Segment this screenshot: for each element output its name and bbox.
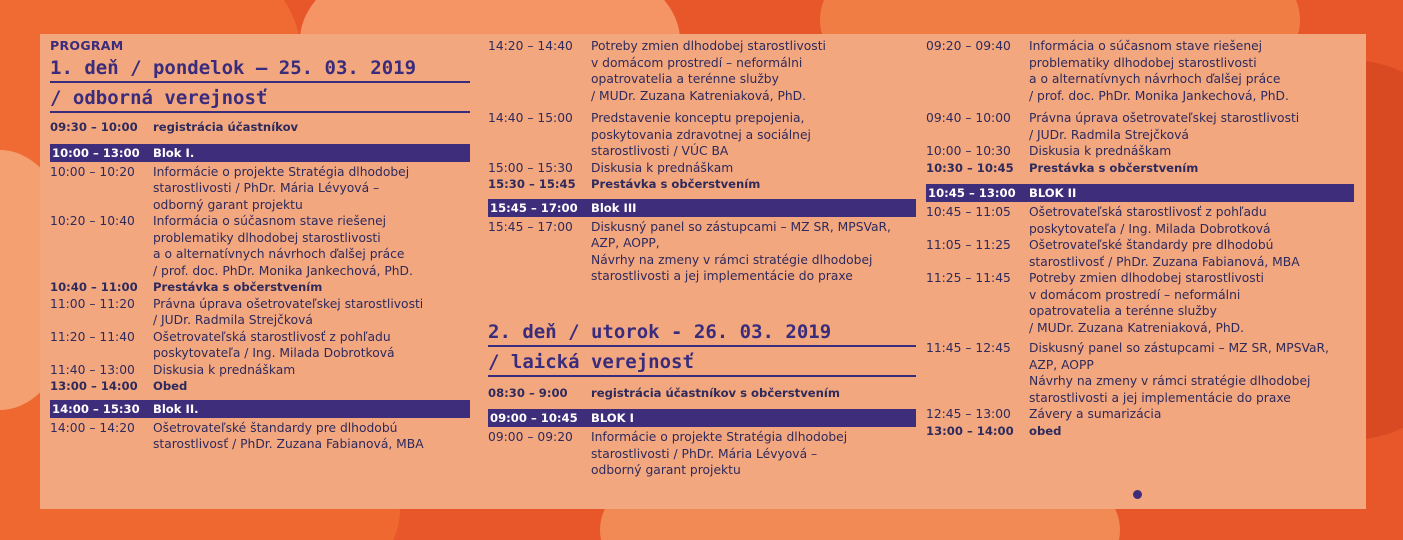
- column-2: [488, 38, 916, 479]
- schedule-row: [488, 38, 916, 104]
- schedule-row: [926, 270, 1354, 336]
- time: 11:45 – 12:45: [926, 341, 1011, 355]
- text: Diskusia k prednáškam: [591, 160, 734, 175]
- program-panel: [40, 34, 1366, 509]
- program-label: PROGRAM: [50, 38, 124, 53]
- title: Blok III: [591, 200, 637, 215]
- time: 11:05 – 11:25: [926, 238, 1011, 252]
- text: Závery a sumarizácia: [1029, 407, 1162, 421]
- schedule-row: [926, 423, 1354, 440]
- schedule-row: [50, 378, 470, 395]
- text: Ošetrovateľská starostlivosť z pohľadu poskytovateľa / Ing. Milada Dobrotková: [1029, 205, 1271, 236]
- day2-audience: / laická verejnosť: [488, 349, 916, 377]
- time: 10:45 – 13:00: [928, 186, 1016, 200]
- text: Diskusia k prednáškam: [153, 362, 296, 377]
- text: Prestávka s občerstvením: [153, 280, 323, 294]
- time: 15:30 – 15:45: [488, 177, 576, 191]
- time: 14:00 – 15:30: [52, 401, 140, 416]
- text: registrácia účastníkov: [153, 120, 299, 134]
- schedule-row: [50, 296, 470, 329]
- time: 14:20 – 14:40: [488, 39, 573, 53]
- text: Informácia o súčasnom stave riešenej problematiky dlhodobej starostlivosti a o alternatívnych návrhoch ďalšej práce / prof. doc. PhDr. Monika Jankechová, PhD.: [1029, 39, 1289, 103]
- time: 11:25 – 11:45: [926, 271, 1011, 285]
- time: 11:40 – 13:00: [50, 362, 135, 377]
- time: 09:00 – 10:45: [490, 411, 578, 425]
- schedule-row: [50, 420, 470, 453]
- time: 10:40 – 11:00: [50, 280, 138, 294]
- text: Informácie o projekte Stratégia dlhodobej starostlivosti / PhDr. Mária Lévyová – odborný garant projektu: [591, 430, 848, 477]
- time: 08:30 – 9:00: [488, 385, 568, 400]
- time: 11:00 – 11:20: [50, 296, 135, 311]
- time: 10:30 – 10:45: [926, 160, 1014, 175]
- schedule-row: [926, 204, 1354, 237]
- text: Informácia o súčasnom stave riešenej problematiky dlhodobej starostlivosti a o alternatívnych návrhoch ďalšej práce / prof. doc. PhDr. Monika Jankechová, PhD.: [153, 214, 413, 278]
- time: 11:20 – 11:40: [50, 329, 135, 344]
- day1-blok2-bar: [50, 400, 470, 418]
- day1-blok3-bar: [488, 199, 916, 217]
- text: registrácia účastníkov s občerstvením: [591, 385, 840, 400]
- time: 15:00 – 15:30: [488, 160, 573, 175]
- schedule-row: [926, 406, 1354, 423]
- text: Predstavenie konceptu prepojenia, poskytovania zdravotnej a sociálnej starostlivosti / VÚC BA: [591, 111, 811, 158]
- text: Potreby zmien dlhodobej starostlivosti v domácom prostredí – neformálni opatrovatelia a terénne služby / MUDr. Zuzana Katreniaková, PhD.: [1029, 271, 1264, 335]
- schedule-row: [50, 362, 470, 379]
- schedule-row: [488, 110, 916, 160]
- schedule-row: [488, 219, 916, 285]
- day2-blok2-bar: [926, 184, 1354, 202]
- time: 13:00 – 14:00: [50, 379, 138, 393]
- time: 10:20 – 10:40: [50, 214, 135, 228]
- time: 10:00 – 10:30: [926, 144, 1011, 158]
- time: 10:00 – 13:00: [52, 145, 140, 160]
- schedule-row: [926, 38, 1354, 104]
- text: Právna úprava ošetrovateľskej starostlivosti / JUDr. Radmila Strejčková: [1029, 111, 1300, 142]
- schedule-row: [50, 164, 470, 214]
- time: 10:00 – 10:20: [50, 164, 135, 179]
- time: 14:40 – 15:00: [488, 111, 573, 125]
- day1-blok1-bar: [50, 144, 470, 162]
- schedule-row: [926, 110, 1354, 143]
- time: 09:30 – 10:00: [50, 120, 138, 134]
- time: 15:45 – 17:00: [490, 200, 578, 215]
- time: 09:20 – 09:40: [926, 39, 1011, 53]
- text: Ošetrovateľské štandardy pre dlhodobú starostlivosť / PhDr. Zuzana Fabianová, MBA: [1029, 238, 1300, 269]
- day2-registration: [488, 385, 916, 402]
- time: 13:00 – 14:00: [926, 423, 1014, 438]
- text: Ošetrovateľská starostlivosť z pohľadu poskytovateľa / Ing. Milada Dobrotková: [153, 329, 395, 360]
- text: Právna úprava ošetrovateľskej starostlivosti / JUDr. Radmila Strejčková: [153, 296, 424, 327]
- time: 10:45 – 11:05: [926, 205, 1011, 219]
- text: Obed: [153, 379, 188, 393]
- text: obed: [1029, 423, 1062, 438]
- schedule-row: [50, 213, 470, 279]
- day2-heading: 2. deň / utorok - 26. 03. 2019: [488, 319, 916, 347]
- schedule-row: [50, 329, 470, 362]
- day1-registration: [50, 119, 470, 136]
- text: Prestávka s občerstvením: [1029, 160, 1199, 175]
- column-1: [50, 34, 470, 453]
- schedule-row: [50, 279, 470, 296]
- title: Blok II.: [153, 401, 199, 416]
- decorative-dot: [1133, 490, 1142, 499]
- day1-heading: 1. deň / pondelok – 25. 03. 2019: [50, 55, 470, 83]
- text: Diskusný panel so zástupcami – MZ SR, MPSVaR, AZP, AOPP Návrhy na zmeny v rámci stratégie dlhodobej starostlivosti a jej implementácie do praxe: [1029, 341, 1329, 405]
- schedule-row: [926, 160, 1354, 177]
- schedule-row: [488, 429, 916, 479]
- time: 09:40 – 10:00: [926, 111, 1011, 125]
- day2-blok1-bar: [488, 409, 916, 427]
- text: Informácie o projekte Stratégia dlhodobej starostlivosti / PhDr. Mária Lévyová – odborný garant projektu: [153, 164, 410, 212]
- schedule-row: [926, 143, 1354, 160]
- text: Diskusný panel so zástupcami – MZ SR, MPSVaR, AZP, AOPP, Návrhy na zmeny v rámci stratégie dlhodobej starostlivosti a jej implementácie do praxe: [591, 219, 891, 283]
- text: Ošetrovateľské štandardy pre dlhodobú starostlivosť / PhDr. Zuzana Fabianová, MBA: [153, 420, 424, 451]
- text: Diskusia k prednáškam: [1029, 144, 1172, 158]
- time: 15:45 – 17:00: [488, 219, 573, 234]
- time: 12:45 – 13:00: [926, 407, 1011, 421]
- schedule-row: [926, 237, 1354, 270]
- schedule-row: [488, 160, 916, 177]
- text: Potreby zmien dlhodobej starostlivosti v domácom prostredí – neformálni opatrovatelia a terénne služby / MUDr. Zuzana Katreniaková, PhD.: [591, 39, 826, 103]
- column-3: [926, 38, 1354, 439]
- time: 09:00 – 09:20: [488, 430, 573, 444]
- day1-audience: / odborná verejnosť: [50, 85, 470, 113]
- title: BLOK II: [1029, 186, 1077, 200]
- schedule-row: [926, 340, 1354, 406]
- text: Prestávka s občerstvením: [591, 177, 761, 191]
- title: BLOK I: [591, 411, 635, 425]
- time: 14:00 – 14:20: [50, 420, 135, 435]
- schedule-row: [488, 176, 916, 193]
- title: Blok I.: [153, 145, 195, 160]
